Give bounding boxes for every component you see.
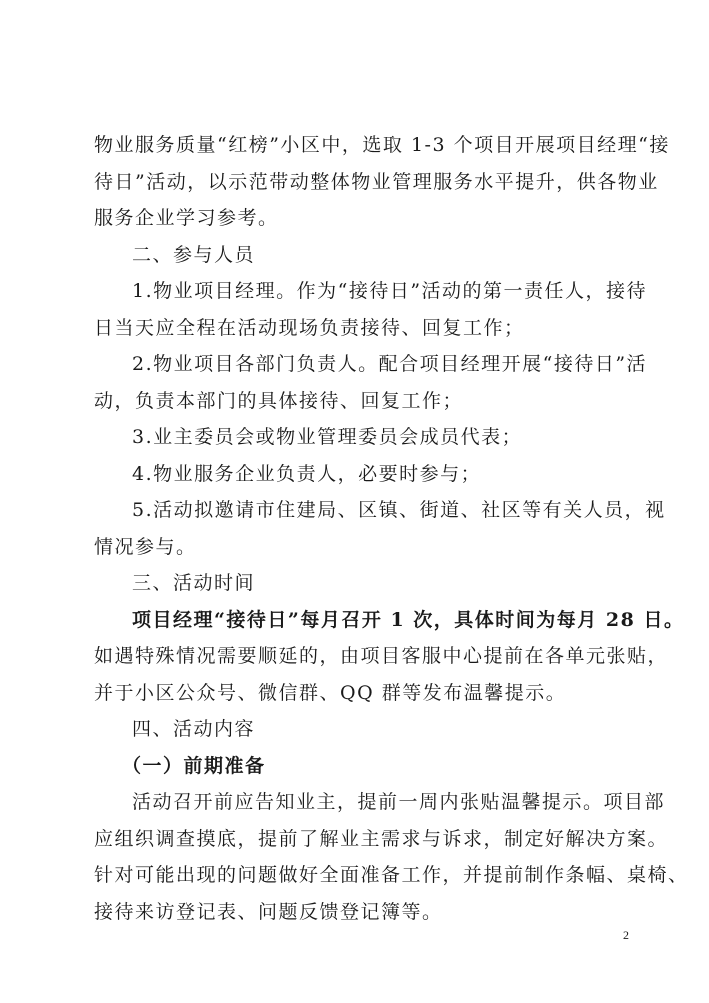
section-heading-time: 三、活动时间	[132, 572, 256, 594]
list-item-continuation: 动，负责本部门的具体接待、回复工作；	[94, 389, 464, 412]
paragraph-line: 接待来访登记表、问题反馈登记簿等。	[94, 900, 443, 923]
paragraph-line: 物业服务质量“红榜”小区中，选取 1-3 个项目开展项目经理“接	[94, 134, 670, 156]
section-heading-participants: 二、参与人员	[132, 243, 256, 266]
paragraph-line: 服务企业学习参考。	[94, 207, 279, 229]
list-item-continuation: 情况参与。	[94, 535, 197, 558]
list-item: 2.物业项目各部门负责人。配合项目经理开展“接待日”活	[132, 353, 648, 375]
bold-time-statement: 项目经理“接待日”每月召开 1 次，具体时间为每月 28 日。	[132, 608, 685, 631]
list-item: 4.物业服务企业负责人，必要时参与；	[132, 462, 482, 485]
section-heading-content: 四、活动内容	[132, 718, 256, 740]
paragraph-line: 针对可能出现的问题做好全面准备工作，并提前制作条幅、桌椅、	[94, 864, 689, 886]
paragraph-line: 并于小区公众号、微信群、QQ 群等发布温馨提示。	[94, 681, 567, 704]
paragraph-line: 如遇特殊情况需要顺延的，由项目客服中心提前在各单元张贴，	[94, 645, 669, 667]
page-number: 2	[623, 928, 629, 942]
paragraph-line: 待日”活动，以示范带动整体物业管理服务水平提升，供各物业	[94, 170, 659, 193]
subsection-heading-preparation: （一）前期准备	[122, 754, 266, 777]
paragraph-line: 应组织调查摸底，提前了解业主需求与诉求，制定好解决方案。	[94, 827, 669, 850]
list-item: 5.活动拟邀请市住建局、区镇、街道、社区等有关人员，视	[132, 499, 666, 521]
list-item: 3.业主委员会或物业管理委员会成员代表；	[132, 426, 523, 448]
list-item-continuation: 日当天应全程在活动现场负责接待、回复工作；	[94, 316, 525, 339]
list-item: 1.物业项目经理。作为“接待日”活动的第一责任人，接待	[132, 280, 648, 302]
paragraph-line: 活动召开前应告知业主，提前一周内张贴温馨提示。项目部	[132, 791, 666, 813]
